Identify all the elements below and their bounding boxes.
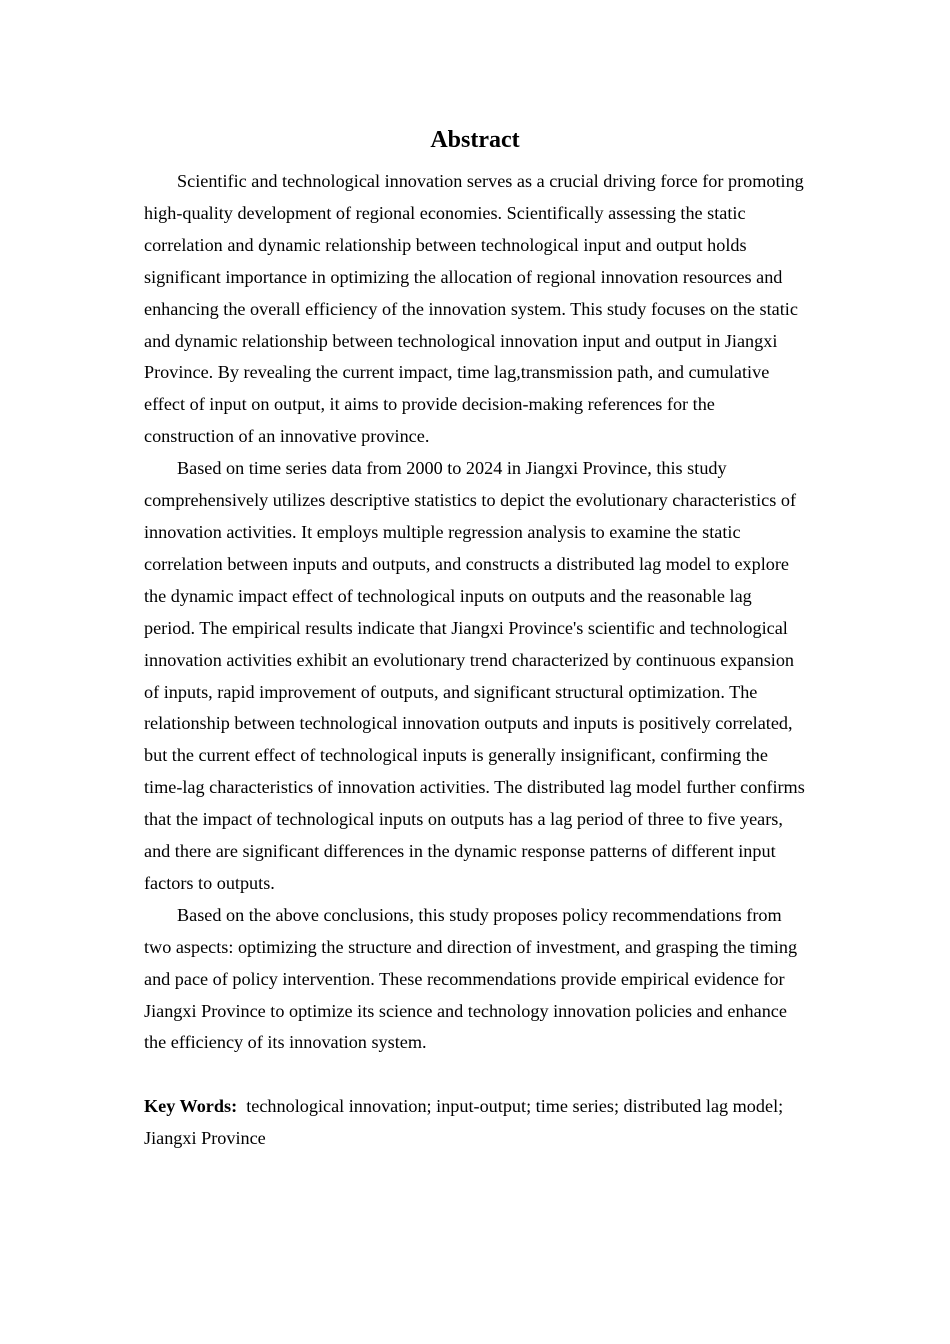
abstract-paragraph-3: Based on the above conclusions, this study proposes policy recommendations from two aspects: optimizing the structure and direction of investment, and grasping the timing and pace of policy intervention. These recommendations provide empirical evidence for Jiangxi Province to optimize its science and technology innovation policies and enhance the efficiency of its innovation system. <box>144 904 798 1053</box>
abstract-paragraph-1: Scientific and technological innovation serves as a crucial driving force for promoting high-quality development of regional economies. Scientifically assessing the static correlation and dynamic relationship between technological input and output holds significant importance in optimizing the allocation of regional innovation resources and enhancing the overall efficiency of the innovation system. This study focuses on the static and dynamic relationship between technological innovation input and output in Jiangxi Province. By revealing the current impact, time lag,transmission path, and cumulative effect of input on output, it aims to provide decision-making references for the construction of an innovative province. <box>144 171 804 447</box>
abstract-paragraph-2: Based on time series data from 2000 to 2024 in Jiangxi Province, this study comprehensively utilizes descriptive statistics to depict the evolutionary characteristics of innovation activities. It employs multiple regression analysis to examine the static correlation between inputs and outputs, and constructs a distributed lag model to explore the dynamic impact effect of technological inputs on outputs and the reasonable lag period. The empirical results indicate that Jiangxi Province's scientific and technological innovation activities exhibit an evolutionary trend characterized by continuous expansion of inputs, rapid improvement of outputs, and significant structural optimization. The relationship between technological innovation outputs and inputs is positively correlated, but the current effect of technological inputs is generally insignificant, confirming the time-lag characteristics of innovation activities. The distributed lag model further confirms that the impact of technological inputs on outputs has a lag period of three to five years, and there are significant differences in the dynamic response patterns of different input factors to outputs. <box>144 458 805 893</box>
page-title: Abstract <box>430 127 520 153</box>
keywords-line <box>144 1091 806 1155</box>
keywords-label: Key Words: <box>144 1096 238 1117</box>
keywords-text: technological innovation; input-output; time series; distributed lag model; Jiangxi Province <box>144 1096 784 1149</box>
abstract-page <box>144 124 806 1155</box>
